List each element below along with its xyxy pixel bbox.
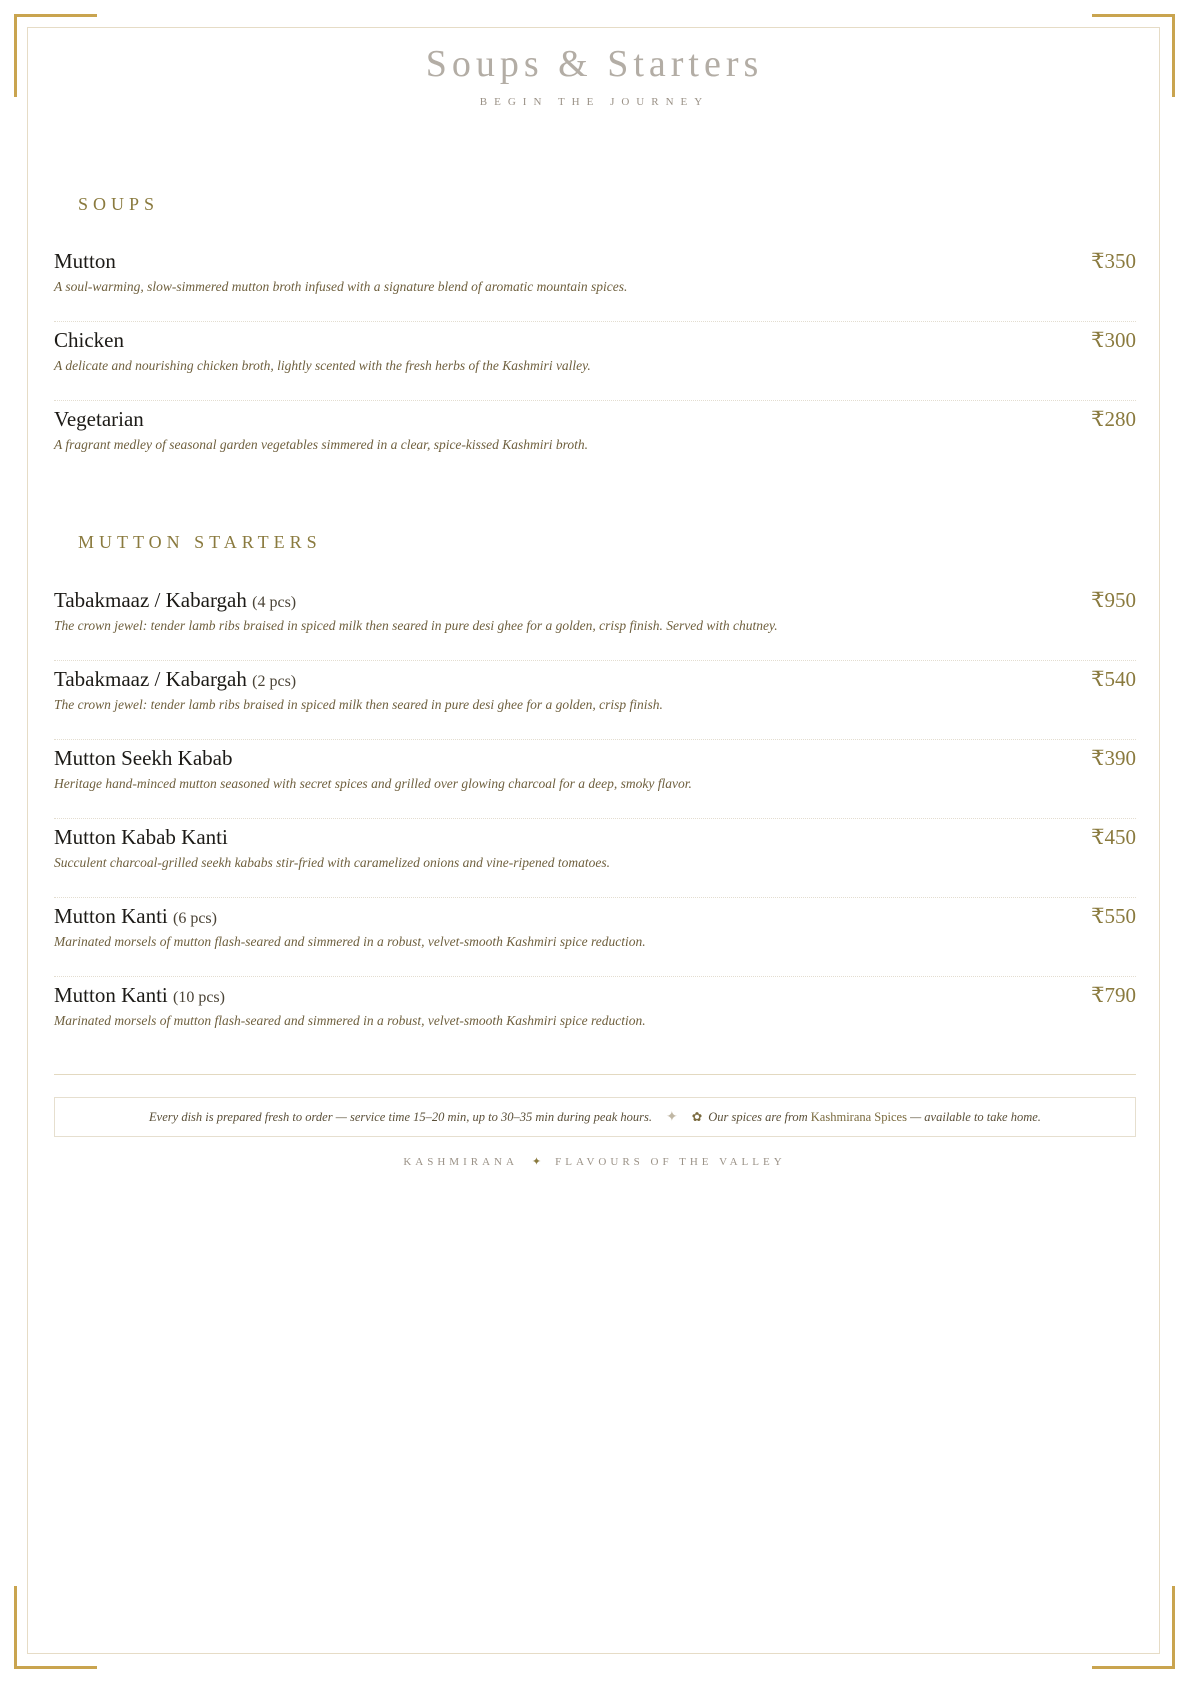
item-name: Mutton Kanti (6 pcs)	[54, 904, 217, 928]
item-description: A delicate and nourishing chicken broth, lightly scented with the fresh herbs of the Kashmiri valley.	[54, 358, 591, 373]
spices-prefix: Our spices are from	[708, 1109, 808, 1124]
item-name: Mutton Kabab Kanti	[54, 825, 228, 849]
section-soups	[54, 192, 1136, 480]
item-price: ₹450	[1091, 825, 1136, 849]
item-name: Mutton	[54, 249, 116, 273]
item-quantity: (10 pcs)	[173, 989, 225, 1006]
item-name: Vegetarian	[54, 407, 144, 431]
item-name: Mutton Kanti (10 pcs)	[54, 983, 225, 1007]
service-note	[54, 1097, 1136, 1137]
item-name: Tabakmaaz / Kabargah (4 pcs)	[54, 588, 297, 612]
item-price: ₹300	[1091, 328, 1136, 352]
menu-item	[54, 401, 1136, 480]
item-name: Tabakmaaz / Kabargah (2 pcs)	[54, 667, 297, 691]
item-name: Chicken	[54, 328, 124, 352]
spices-brand: Kashmirana Spices	[810, 1109, 907, 1124]
footer	[0, 1155, 1189, 1168]
item-price: ₹550	[1091, 904, 1136, 928]
item-price: ₹280	[1091, 407, 1136, 431]
item-quantity: (6 pcs)	[173, 910, 217, 927]
section-title: MUTTON STARTERS	[78, 532, 322, 552]
item-price: ₹540	[1091, 667, 1136, 691]
menu-item	[54, 322, 1136, 401]
menu-item	[54, 582, 1136, 661]
page-subtitle: BEGIN THE JOURNEY	[479, 96, 710, 108]
item-description: A soul-warming, slow-simmered mutton broth infused with a signature blend of aromatic mountain spices.	[54, 279, 628, 294]
star-icon: ✦	[531, 1156, 542, 1168]
item-price: ₹950	[1091, 588, 1136, 612]
menu-item	[54, 819, 1136, 898]
page-title: Soups & Starters	[425, 43, 764, 85]
item-price: ₹390	[1091, 746, 1136, 770]
item-description: Marinated morsels of mutton flash-seared and simmered in a robust, velvet-smooth Kashmiri spice reduction.	[54, 934, 646, 949]
item-description: The crown jewel: tender lamb ribs braised in spiced milk then seared in pure desi ghee for a golden, crisp finish.	[54, 697, 663, 712]
corner-ornament-bottom-right	[1092, 1586, 1175, 1669]
item-description: Heritage hand-minced mutton seasoned with secret spices and grilled over glowing charcoal for a deep, smoky flavor.	[54, 776, 692, 791]
service-time-note: Every dish is prepared fresh to order — service time 15–20 min, up to 30–35 min during peak hours.	[149, 1109, 653, 1124]
footer-brand: KASHMIRANA	[403, 1156, 518, 1168]
flower-icon: ✿	[691, 1110, 703, 1124]
menu-item	[54, 661, 1136, 740]
page-header	[0, 42, 1189, 108]
item-price: ₹790	[1091, 983, 1136, 1007]
section-title: SOUPS	[78, 194, 160, 214]
menu-item	[54, 740, 1136, 819]
menu-item	[54, 977, 1136, 1056]
spices-suffix: — available to take home.	[910, 1109, 1041, 1124]
corner-ornament-bottom-left	[14, 1586, 97, 1669]
item-description: The crown jewel: tender lamb ribs braised in spiced milk then seared in pure desi ghee for a golden, crisp finish. Served with chutney.	[54, 618, 778, 633]
menu-content	[54, 192, 1136, 1056]
divider	[54, 1074, 1136, 1075]
item-quantity: (2 pcs)	[252, 673, 297, 690]
footer-tagline: FLAVOURS OF THE VALLEY	[555, 1156, 786, 1168]
menu-item	[54, 243, 1136, 322]
item-description: A fragrant medley of seasonal garden vegetables simmered in a clear, spice-kissed Kashmiri broth.	[54, 437, 589, 452]
menu-item	[54, 898, 1136, 977]
item-price: ₹350	[1091, 249, 1136, 273]
item-description: Marinated morsels of mutton flash-seared and simmered in a robust, velvet-smooth Kashmiri spice reduction.	[54, 1013, 646, 1028]
star-separator-icon: ✦	[666, 1109, 678, 1125]
item-description: Succulent charcoal-grilled seekh kababs stir-fried with caramelized onions and vine-ripened tomatoes.	[54, 855, 610, 870]
section-mutton-starters	[54, 530, 1136, 1056]
item-quantity: (4 pcs)	[252, 594, 297, 611]
item-name: Mutton Seekh Kabab	[54, 746, 233, 770]
